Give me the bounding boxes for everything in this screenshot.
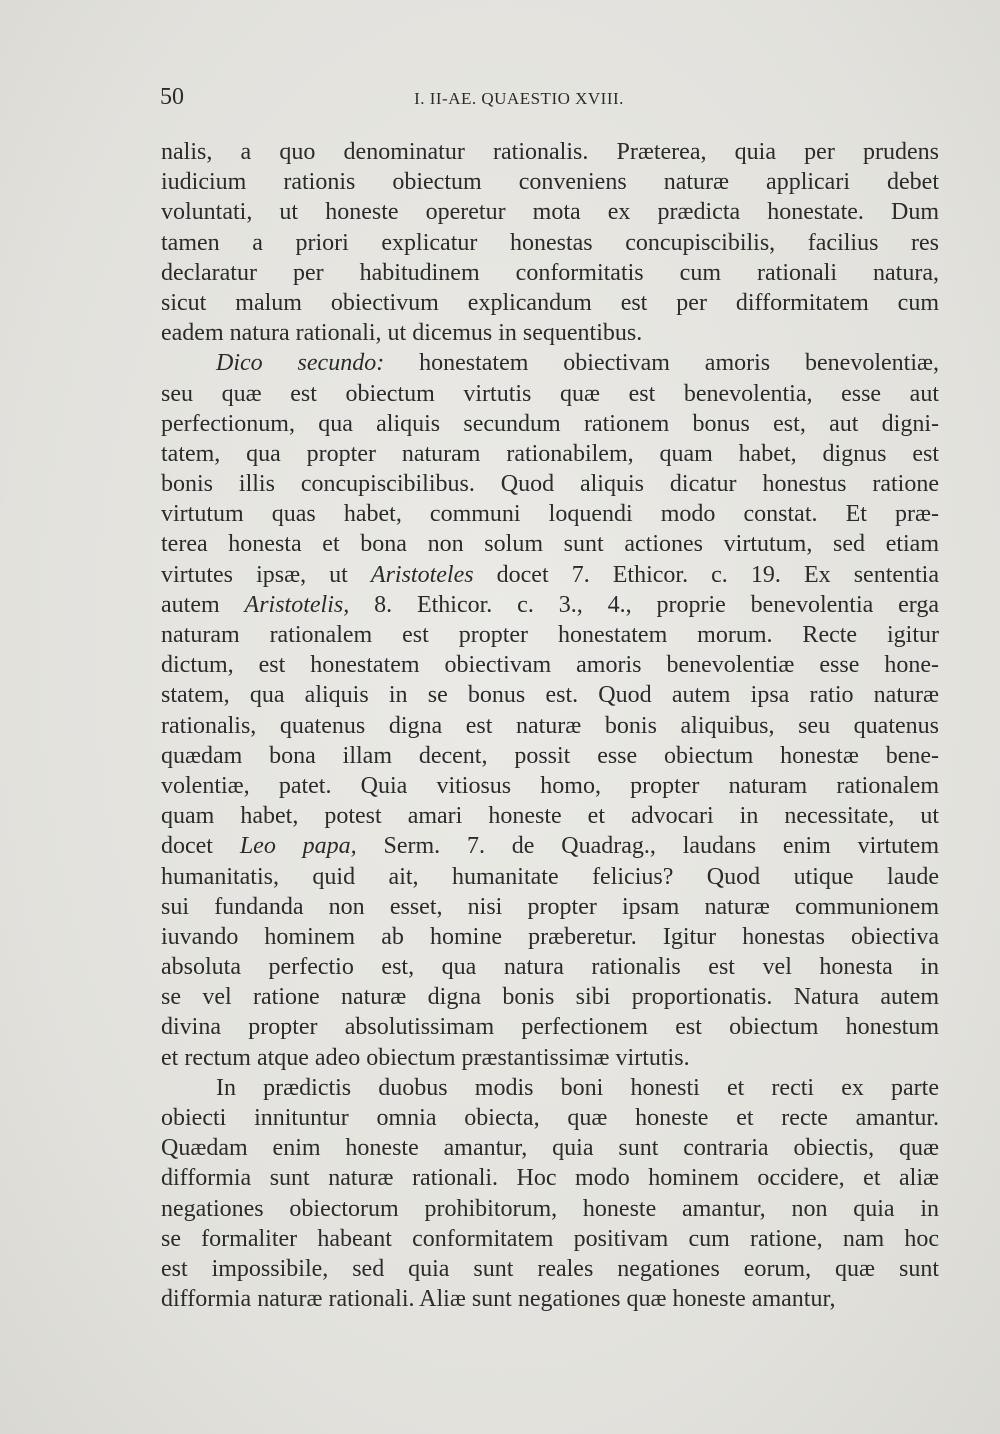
text-line: virtutum quas habet, communi loquendi modo constat. Et præ-	[161, 501, 939, 528]
text-line: statem, qua aliquis in se bonus est. Quod autem ipsa ratio naturæ	[161, 682, 939, 709]
text-segment: docet 7. Ethicor. c. 19. Ex sententia	[473, 561, 940, 588]
running-head: I. II-AE. QUAESTIO XVIII.	[414, 89, 624, 108]
text-line: perfectionum, qua aliquis secundum rationem bonus est, aut digni-	[161, 410, 939, 437]
text-line: est impossibile, sed quia sunt reales negationes eorum, quæ sunt	[161, 1255, 939, 1282]
text-line: seu quæ est obiectum virtutis quæ est benevolentia, esse aut	[161, 380, 939, 407]
text-line: sicut malum obiectivum explicandum est per difformitatem cum	[161, 289, 939, 316]
text-line: se vel ratione naturæ digna bonis sibi proportionatis. Natura autem	[161, 984, 939, 1011]
text-line: dictum, est honestatem obiectivam amoris benevolentiæ esse hone-	[161, 652, 939, 679]
text-line: iudicium rationis obiectum conveniens naturæ applicari debet	[161, 169, 939, 196]
text-line: nalis, a quo denominatur rationalis. Præterea, quia per prudens	[161, 139, 939, 165]
text-line: declaratur per habitudinem conformitatis cum rationali natura,	[161, 259, 939, 286]
italic-text: Aristotelis,	[244, 591, 350, 618]
text-line: volentiæ, patet. Quia vitiosus homo, propter naturam rationalem	[161, 772, 939, 799]
text-segment: Serm. 7. de Quadrag., laudans enim virtutem	[356, 833, 939, 860]
text-line: tamen a priori explicatur honestas concupiscibilis, facilius res	[161, 229, 939, 256]
italic-text: Leo papa,	[239, 833, 357, 860]
text-line: quædam bona illam decent, possit esse obiectum honestæ bene-	[161, 742, 939, 769]
text-line	[161, 590, 939, 620]
italic-text: Dico secundo:	[216, 350, 385, 377]
italic-text: Aristoteles	[370, 561, 474, 588]
text-line: Quædam enim honeste amantur, quia sunt contraria obiectis, quæ	[161, 1135, 939, 1162]
text-line: se formaliter habeant conformitatem positivam cum ratione, nam hoc	[161, 1225, 939, 1252]
text-segment: honestatem obiectivam amoris benevolentiæ,	[384, 350, 939, 377]
text-line: divina propter absolutissimam perfectionem est obiectum honestum	[161, 1014, 939, 1041]
text-segment: docet	[161, 833, 240, 860]
text-line	[161, 348, 939, 378]
text-line: sui fundanda non esset, nisi propter ipsam naturæ communionem	[161, 893, 939, 920]
text-line: voluntati, ut honeste operetur mota ex prædicta honestate. Dum	[161, 199, 939, 226]
text-segment: virtutes ipsæ, ut	[161, 561, 371, 588]
text-line: In prædictis duobus modis boni honesti et recti ex parte	[216, 1074, 939, 1101]
text-line: negationes obiectorum prohibitorum, honeste amantur, non quia in	[161, 1195, 939, 1222]
text-line: absoluta perfectio est, qua natura rationalis est vel honesta in	[161, 954, 939, 981]
text-line: tatem, qua propter naturam rationabilem, quam habet, dignus est	[161, 440, 939, 467]
text-line: eadem natura rationali, ut dicemus in sequentibus.	[161, 320, 643, 347]
body-text	[161, 137, 939, 1314]
text-segment: 8. Ethicor. c. 3., 4., proprie benevolentia erga	[349, 591, 940, 618]
text-line: quam habet, potest amari honeste et advocari in necessitate, ut	[161, 803, 939, 830]
text-line	[161, 831, 939, 861]
text-line: rationalis, quatenus digna est naturæ bonis aliquibus, seu quatenus	[161, 712, 939, 739]
page-number: 50	[160, 84, 184, 110]
text-line: terea honesta et bona non solum sunt actiones virtutum, sed etiam	[161, 531, 939, 558]
text-line: bonis illis concupiscibilibus. Quod aliquis dicatur honestus ratione	[161, 471, 939, 498]
text-segment: autem	[161, 591, 245, 618]
text-line: obiecti innituntur omnia obiecta, quæ honeste et recte amantur.	[161, 1105, 939, 1131]
page-header	[160, 84, 938, 116]
text-line: naturam rationalem est propter honestatem morum. Recte igitur	[161, 622, 939, 648]
text-line: humanitatis, quid ait, humanitate felicius? Quod utique laude	[161, 863, 939, 890]
text-line: iuvando hominem ab homine præberetur. Igitur honestas obiectiva	[161, 923, 939, 950]
text-line	[161, 560, 939, 590]
text-line: et rectum atque adeo obiectum præstantissimæ virtutis.	[161, 1044, 690, 1071]
text-line: difformia naturæ rationali. Aliæ sunt negationes quæ honeste amantur,	[161, 1286, 836, 1313]
text-line: difformia sunt naturæ rationali. Hoc modo hominem occidere, et aliæ	[161, 1165, 939, 1192]
